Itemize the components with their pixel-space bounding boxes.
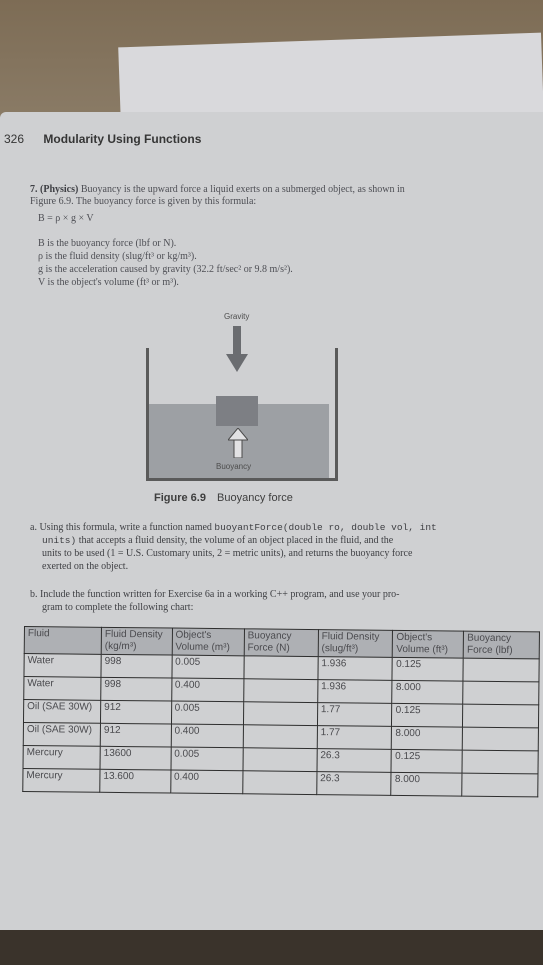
table-cell: 26.3 (317, 749, 392, 773)
table-cell[interactable] (462, 727, 538, 751)
item-b-text1: Include the function written for Exercise 6a in a working C++ program, and use your pro- (40, 589, 400, 600)
table-cell: 998 (101, 677, 172, 701)
table-cell: 998 (101, 654, 172, 678)
submerged-object (216, 396, 258, 426)
buoyancy-arrow-icon (228, 428, 248, 458)
table-cell: Water (24, 654, 101, 678)
definition-rho: ρ is the fluid density (slug/ft³ or kg/m³). (38, 251, 197, 262)
definition-g: g is the acceleration caused by gravity (32.2 ft/sec² or 9.8 m/s²). (38, 264, 293, 275)
table-cell: 13600 (100, 746, 171, 770)
table-cell: Mercury (23, 768, 100, 792)
figure-caption-number: Figure 6.9 (154, 492, 206, 504)
table-header-fluid: Fluid (24, 627, 101, 655)
page-header (4, 132, 201, 146)
buoyancy-chart-table (22, 626, 540, 797)
table-cell: 1.936 (317, 680, 392, 704)
table-cell: 912 (100, 700, 171, 724)
table-cell[interactable] (242, 771, 316, 795)
table-cell: 1.936 (318, 657, 393, 681)
problem-topic: (Physics) (40, 184, 79, 195)
table-cell[interactable] (243, 725, 317, 749)
table-cell[interactable] (463, 704, 539, 728)
table-cell: 0.125 (391, 749, 462, 773)
table-cell: 912 (100, 723, 171, 747)
chapter-title: Modularity Using Functions (43, 132, 202, 146)
figure-caption (154, 492, 293, 504)
gravity-label: Gravity (224, 312, 250, 321)
table-cell: 0.005 (171, 701, 243, 725)
table-cell: Water (24, 677, 101, 701)
table-cell[interactable] (243, 679, 317, 703)
item-a-code2: units) (42, 535, 77, 546)
table-header-density-metric: Fluid Density (kg/m³) (101, 627, 172, 655)
table-cell: 8.000 (392, 680, 463, 704)
table-header-volume-us: Object's Volume (ft³) (393, 630, 464, 658)
table-cell: 13.600 (100, 769, 171, 793)
table-cell[interactable] (463, 681, 539, 705)
table-header-force-metric: Buoyancy Force (N) (244, 629, 318, 657)
item-a-line4: exerted on the object. (42, 561, 129, 572)
table-cell: Oil (SAE 30W) (23, 700, 100, 724)
definition-v: V is the object's volume (ft³ or m³). (38, 277, 179, 288)
page-bottom-edge (0, 930, 543, 965)
table-header-density-us: Fluid Density (slug/ft³) (318, 630, 393, 658)
buoyancy-label: Buoyancy (216, 462, 252, 471)
definition-b: B is the buoyancy force (lbf or N). (38, 238, 177, 249)
table-cell[interactable] (463, 658, 539, 682)
buoyancy-figure (146, 312, 332, 482)
table-cell: Oil (SAE 30W) (23, 722, 100, 746)
table-cell[interactable] (462, 773, 538, 797)
formula: B = ρ × g × V (38, 213, 94, 224)
table-cell: 1.77 (317, 703, 392, 727)
item-a-letter: a. (30, 522, 37, 533)
table-cell: Mercury (23, 745, 100, 769)
table-cell: 0.125 (392, 703, 463, 727)
table-cell[interactable] (243, 748, 317, 772)
problem-intro-line2: Figure 6.9. The buoyancy force is given by this formula: (30, 196, 257, 207)
page-number: 326 (4, 132, 25, 146)
table-cell: 0.005 (172, 655, 244, 679)
table-cell: 0.400 (170, 770, 242, 794)
item-a-text2: that accepts a fluid density, the volume of an object placed in the fluid, and the (78, 535, 394, 546)
item-a-line2 (42, 535, 538, 547)
item-a-line3: units to be used (1 = U.S. Customary units, 2 = metric units), and returns the buoyancy force (42, 548, 413, 559)
figure-caption-text: Buoyancy force (217, 492, 293, 504)
item-b-line1 (30, 589, 530, 601)
problem-intro-line1: Buoyancy is the upward force a liquid exerts on a submerged object, as shown in (80, 184, 405, 195)
table-cell: 26.3 (316, 772, 391, 796)
table-header-volume-metric: Object's Volume (m³) (172, 628, 244, 656)
gravity-arrow-icon (226, 326, 248, 374)
item-b-letter: b. (30, 589, 38, 600)
problem-number: 7. (30, 184, 38, 195)
item-b-line2: gram to complete the following chart: (42, 602, 194, 613)
table-cell: 0.400 (171, 724, 243, 748)
table-cell[interactable] (462, 750, 538, 774)
table-cell[interactable] (243, 702, 317, 726)
item-a-line1 (30, 522, 530, 534)
table-cell: 0.125 (392, 657, 463, 681)
table-header-force-us: Buoyancy Force (lbf) (463, 631, 539, 659)
item-a-code1: buoyantForce(double ro, double vol, int (214, 522, 437, 533)
table-cell: 8.000 (391, 772, 462, 796)
table-cell: 8.000 (392, 726, 463, 750)
table-cell: 1.77 (317, 726, 392, 750)
item-a-text1: Using this formula, write a function named (39, 522, 212, 533)
problem-intro (30, 184, 535, 208)
table-cell: 0.005 (171, 747, 243, 771)
table-cell[interactable] (244, 656, 318, 680)
table-row (23, 768, 538, 796)
table-cell: 0.400 (171, 678, 243, 702)
